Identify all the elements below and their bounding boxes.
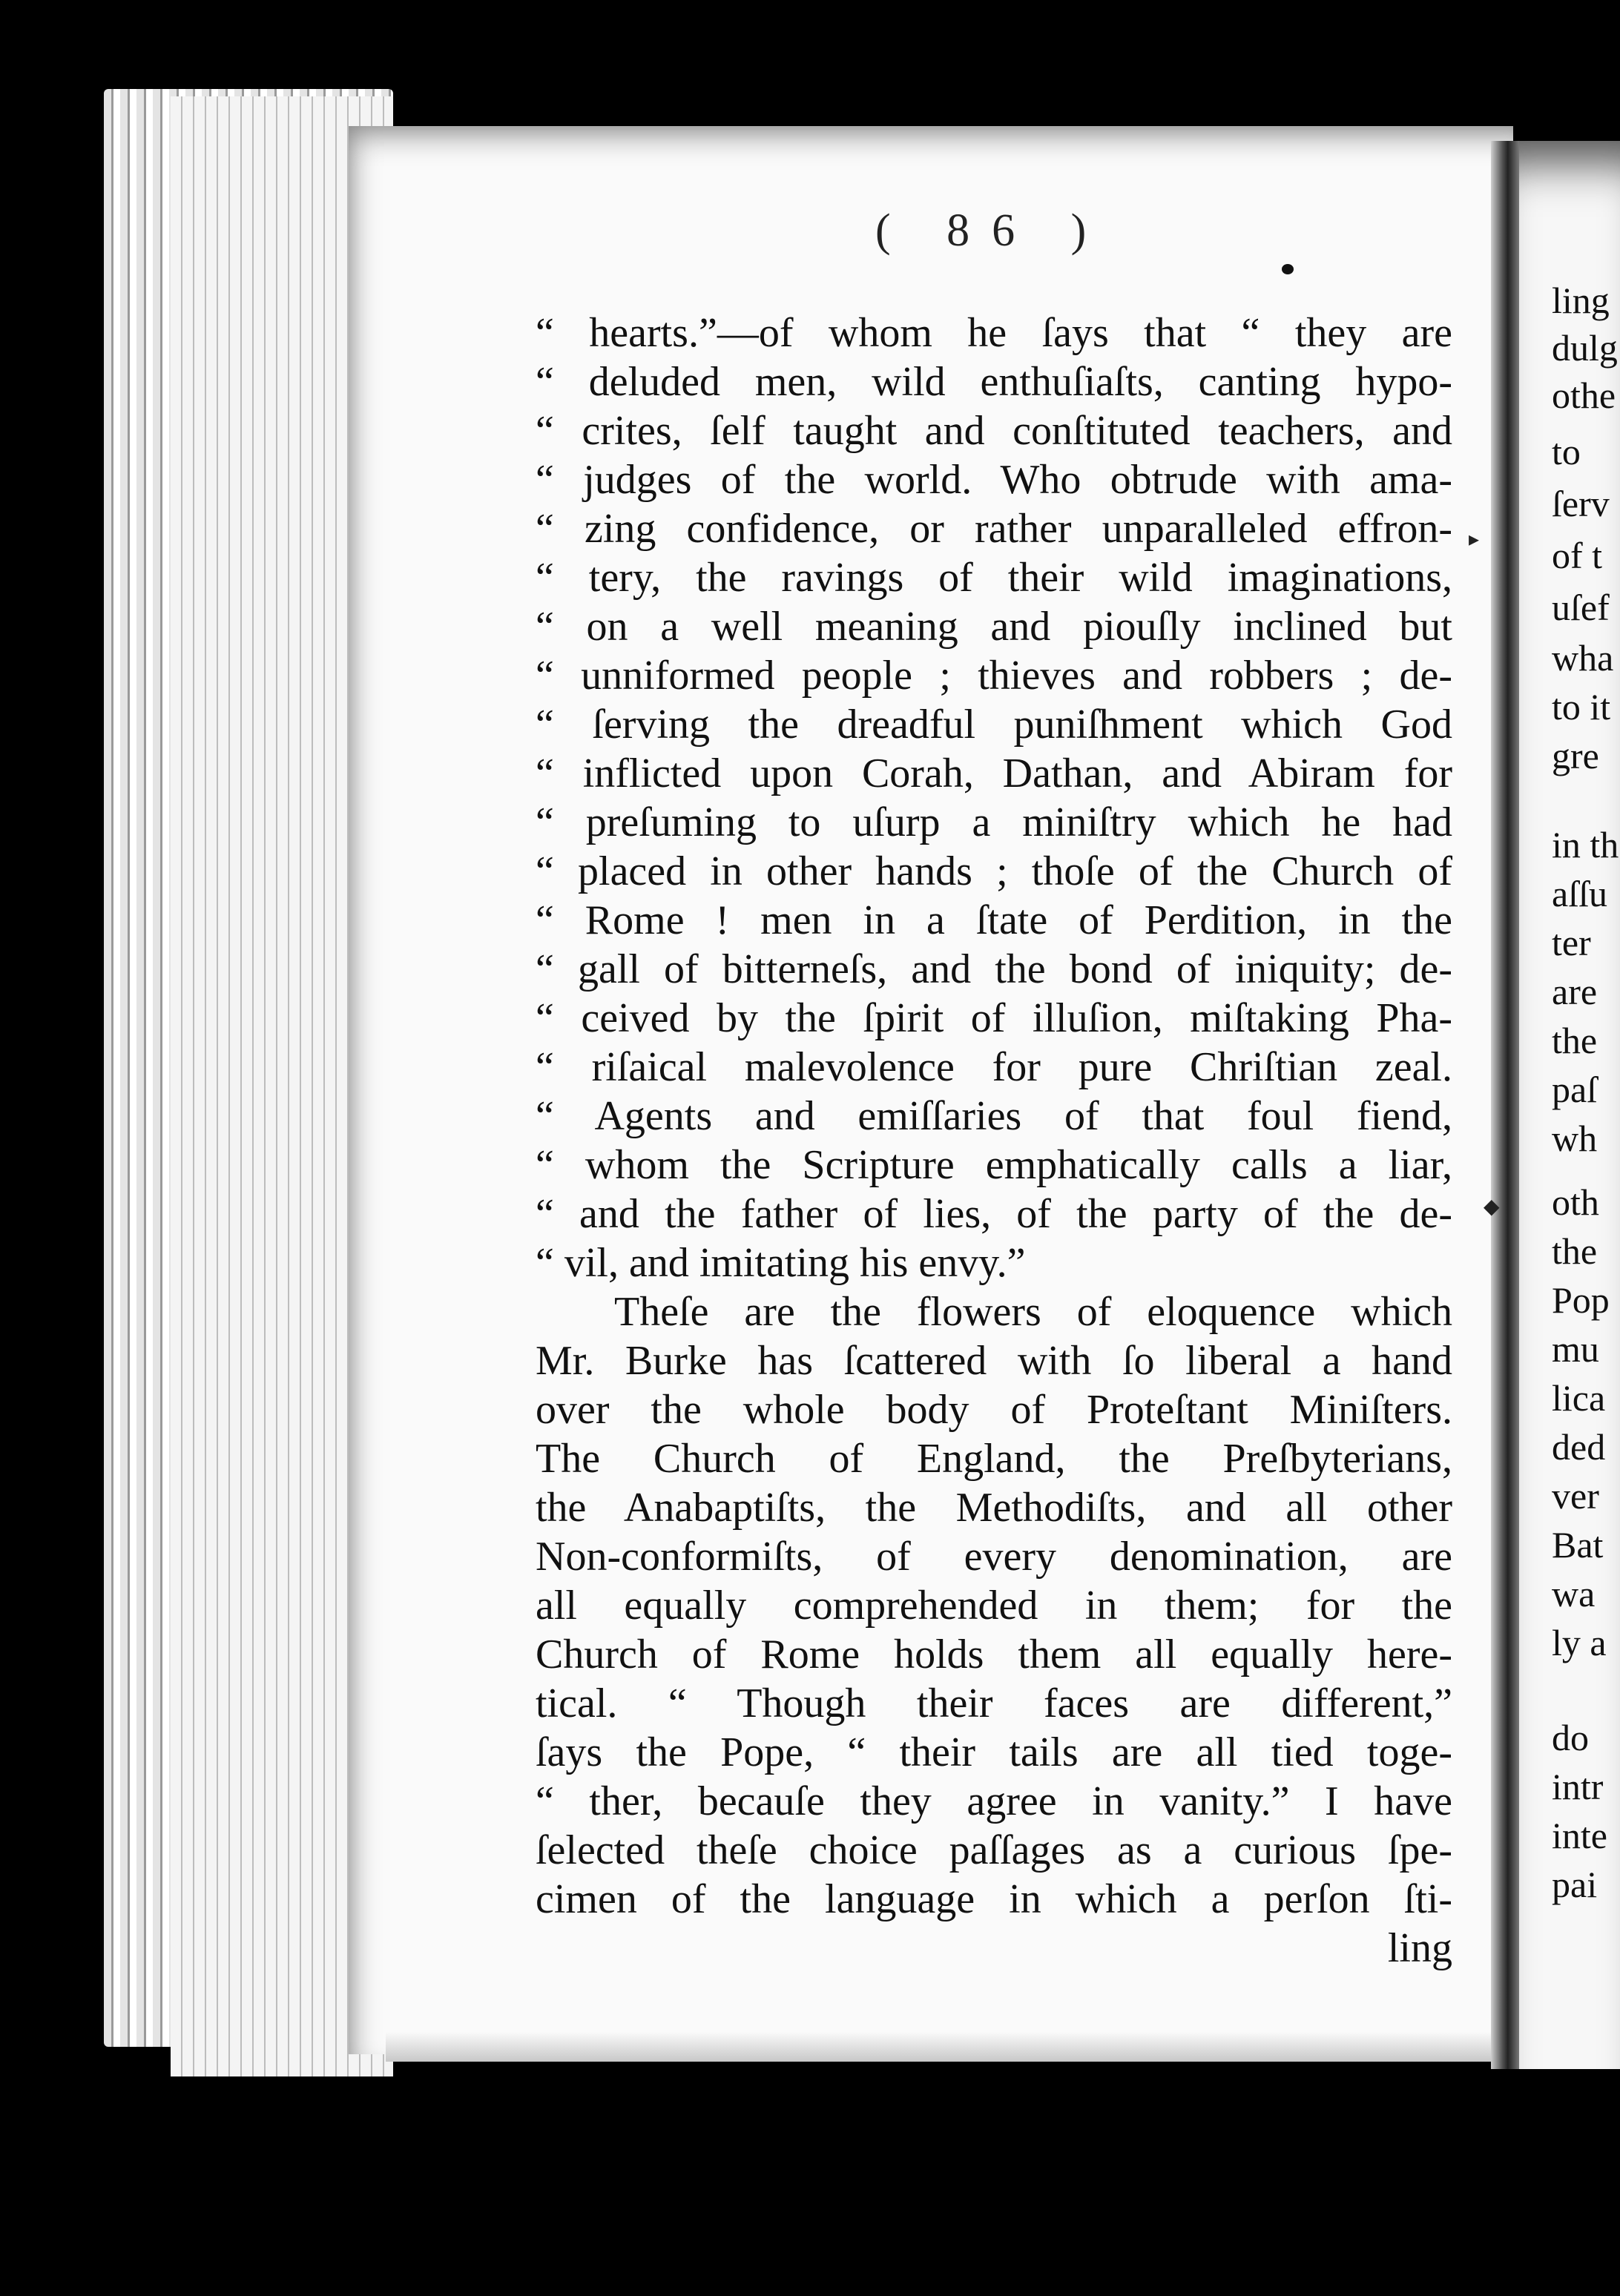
facing-fragment: paſ	[1552, 1069, 1598, 1110]
facing-fragment: wha	[1552, 637, 1614, 679]
facing-fragment: the	[1552, 1020, 1598, 1061]
facing-fragment: ſerv	[1552, 483, 1610, 524]
quoted-line: “ and the father of lies, of the party of the de-	[536, 1191, 1452, 1237]
quoted-line: “ preſuming to uſurp a miniſtry which he had	[536, 799, 1452, 845]
facing-fragment: gre	[1552, 735, 1599, 776]
facing-fragment: inte	[1552, 1815, 1607, 1856]
facing-fragment: uſef	[1552, 587, 1610, 628]
body-line: Theſe are the flowers of eloquence which	[614, 1289, 1452, 1335]
quoted-line: “ unniformed people ; thieves and robbers ; de-	[536, 653, 1452, 699]
facing-fragment: in th	[1552, 824, 1619, 865]
quoted-line: “ on a well meaning and piouſly inclined but	[536, 604, 1452, 650]
quoted-line: “ judges of the world. Who obtrude with ama-	[536, 457, 1452, 503]
body-line: tical. “ Though their faces are different,”	[536, 1680, 1452, 1726]
facing-fragment: ded	[1552, 1426, 1606, 1468]
catchword: ling	[1387, 1925, 1452, 1971]
book-gutter	[1491, 141, 1519, 2069]
quoted-line: “ placed in other hands ; thoſe of the Church of	[536, 848, 1452, 894]
quoted-line: “ tery, the ravings of their wild imaginations,	[536, 555, 1452, 601]
body-line: the Anabaptiſts, the Methodiſts, and all other	[536, 1485, 1452, 1531]
body-line: Non-conformiſts, of every denomination, are	[536, 1534, 1452, 1580]
facing-fragment: mu	[1552, 1328, 1599, 1370]
facing-fragment: intr	[1552, 1766, 1604, 1807]
page-number: ( 86 )	[875, 205, 1109, 256]
book-page-recto	[1519, 141, 1620, 2069]
facing-fragment: are	[1552, 971, 1598, 1012]
page-bottom-shadow	[386, 2032, 1513, 2062]
facing-fragment: oth	[1552, 1181, 1599, 1223]
facing-fragment: wa	[1552, 1573, 1596, 1614]
quoted-line: “ whom the Scripture emphatically calls a liar,	[536, 1142, 1452, 1188]
facing-fragment: lica	[1552, 1377, 1606, 1419]
facing-fragment: wh	[1552, 1118, 1598, 1159]
facing-fragment: of t	[1552, 535, 1603, 576]
facing-fragment: ling	[1552, 280, 1610, 321]
body-line: all equally comprehended in them; for the	[536, 1583, 1452, 1629]
facing-fragment: ly a	[1552, 1622, 1607, 1663]
facing-fragment: othe	[1552, 375, 1616, 416]
facing-fragment: do	[1552, 1717, 1589, 1758]
facing-fragment: Bat	[1552, 1524, 1604, 1566]
facing-fragment: to	[1552, 431, 1581, 472]
quoted-line: “ gall of bitterneſs, and the bond of iniquity; de-	[536, 946, 1452, 992]
facing-fragment: aſſu	[1552, 873, 1607, 914]
facing-fragment: ver	[1552, 1475, 1599, 1517]
facing-fragment: to it	[1552, 686, 1611, 728]
facing-fragment: the	[1552, 1230, 1598, 1272]
facing-fragment: pai	[1552, 1864, 1598, 1905]
body-line: “ ther, becauſe they agree in vanity.” I have	[536, 1778, 1452, 1824]
quoted-line: “ zing confidence, or rather unparalleled effron-	[536, 506, 1452, 552]
facing-fragment: dulg	[1552, 327, 1618, 369]
body-line: Mr. Burke has ſcattered with ſo liberal a hand	[536, 1338, 1452, 1384]
quoted-line: “ Rome ! men in a ſtate of Perdition, in the	[536, 897, 1452, 943]
quoted-line: “ crites, ſelf taught and conſtituted teachers, and	[536, 408, 1452, 454]
facing-fragment: ter	[1552, 922, 1591, 963]
body-line: cimen of the language in which a perſon ſti-	[536, 1876, 1452, 1922]
quoted-line: “ deluded men, wild enthuſiaſts, canting hypo-	[536, 359, 1452, 405]
quoted-line: “ riſaical malevolence for pure Chriſtian zeal.	[536, 1044, 1452, 1090]
body-line: The Church of England, the Preſbyterians,	[536, 1436, 1452, 1482]
quoted-line: “ Agents and emiſſaries of that foul fiend,	[536, 1093, 1452, 1139]
facing-fragment: Pop	[1552, 1279, 1610, 1321]
quoted-line: “ ceived by the ſpirit of illuſion, miſtaking Pha-	[536, 995, 1452, 1041]
quoted-line: “ inflicted upon Corah, Dathan, and Abiram for	[536, 751, 1452, 796]
quoted-line: “ ſerving the dreadful puniſhment which God	[536, 702, 1452, 748]
body-line: over the whole body of Proteſtant Miniſters.	[536, 1387, 1452, 1433]
body-line: Church of Rome holds them all equally here-	[536, 1632, 1452, 1678]
body-line: ſelected theſe choice paſſages as a curious ſpe-	[536, 1827, 1452, 1873]
margin-mark: ▸	[1469, 528, 1480, 551]
body-line: ſays the Pope, “ their tails are all tied toge-	[536, 1729, 1452, 1775]
quoted-line: “ hearts.”—of whom he ſays that “ they are	[536, 310, 1452, 356]
quoted-line: “ vil, and imitating his envy.”	[536, 1240, 1026, 1286]
ink-spot	[1282, 264, 1294, 274]
margin-mark: ◆	[1484, 1195, 1500, 1218]
